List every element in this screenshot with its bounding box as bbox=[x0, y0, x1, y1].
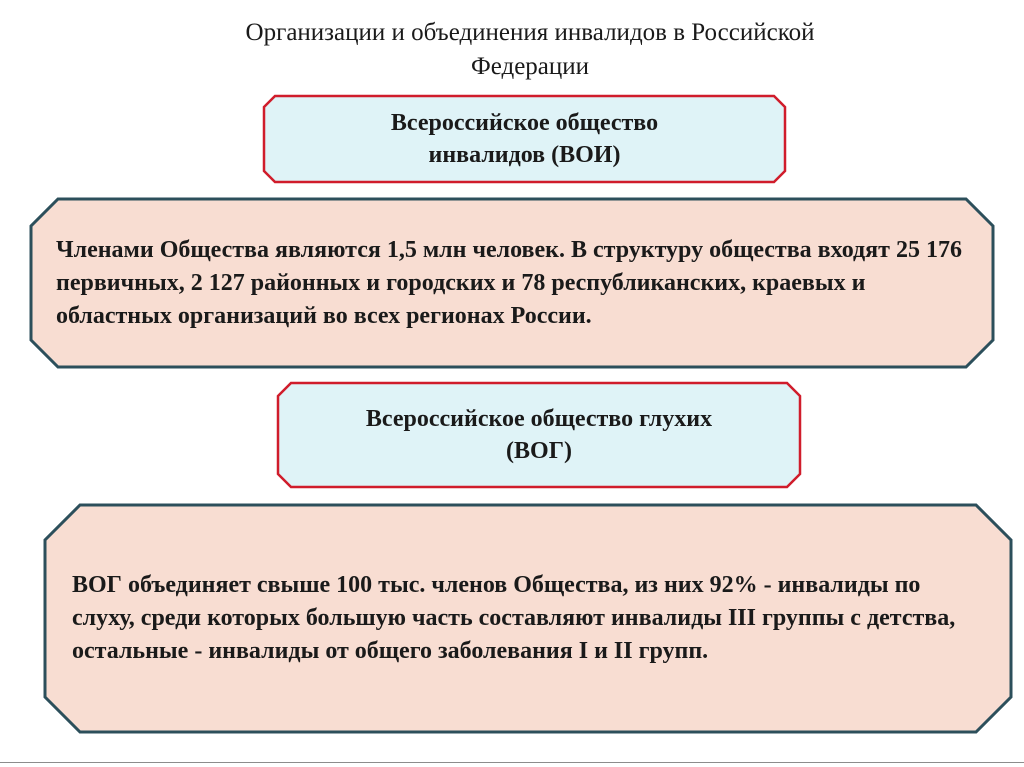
vog-heading-box bbox=[277, 382, 801, 488]
voi-description-text: Членами Общества являются 1,5 млн человек. В структуру общества входят 25 176 первичных, 2 127 районных и городских и 78 республиканских, краевых и областных организаций во всех регионах России. bbox=[56, 236, 962, 329]
slide-title: Организации и объединения инвалидов в Российской Федерации bbox=[245, 19, 815, 80]
vog-description-box bbox=[44, 504, 1012, 733]
vog-heading-text: Всероссийское общество глухих (ВОГ) bbox=[365, 406, 713, 464]
voi-heading-box bbox=[263, 95, 786, 183]
vog-description-text: ВОГ объединяет свыше 100 тыс. членов Общества, из них 92% - инвалиды по слуху, среди которых большую часть составляют инвалиды III группы с детства, остальные - инвалиды от общего заболевания I и II групп. bbox=[72, 572, 956, 664]
voi-heading-text: Всероссийское общество инвалидов (ВОИ) bbox=[390, 110, 659, 168]
voi-description-box bbox=[30, 198, 994, 368]
bottom-divider bbox=[0, 762, 1024, 763]
